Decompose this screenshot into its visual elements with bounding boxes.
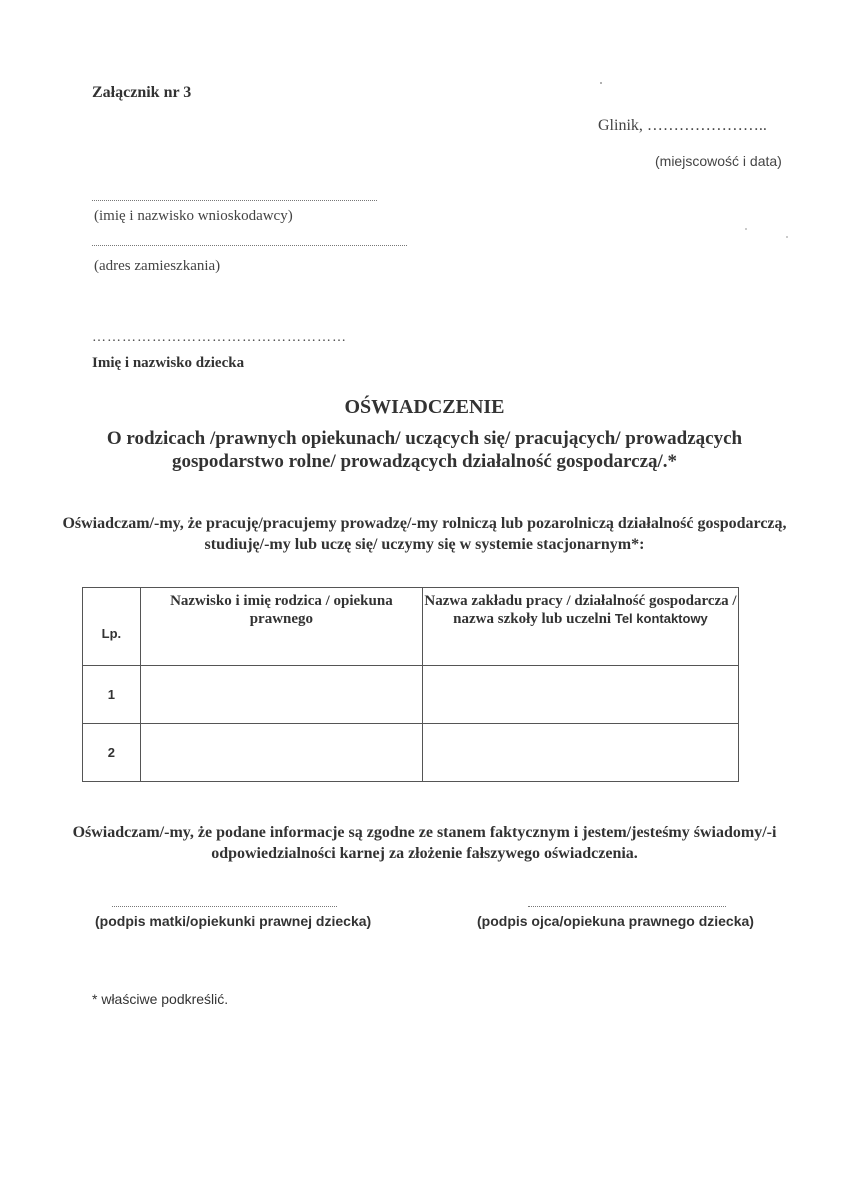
applicant-name-field[interactable] [92, 200, 377, 201]
header-lp: Lp. [83, 588, 141, 666]
scan-speck [786, 236, 788, 238]
header-workplace-line2: nazwa szkoły lub uczelni [453, 611, 612, 627]
father-signature-field[interactable] [528, 906, 726, 907]
header-parent-name: Nazwisko i imię rodzica / opiekuna prawnego [140, 588, 422, 666]
header-workplace [422, 588, 738, 666]
attachment-number: Załącznik nr 3 [92, 84, 192, 101]
employment-declaration: Oświadczam/-my, że pracuję/pracujemy prowadzę/-my rolniczą lub pozarolniczą działalność gospodarczą, studiuję/-my lub uczę się/ uczymy się w systemie stacjonarnym*: [62, 515, 787, 553]
scan-speck [745, 228, 747, 230]
applicant-name-label: (imię i nazwisko wnioskodawcy) [94, 208, 293, 224]
parent-name-cell[interactable] [140, 666, 422, 724]
row-number: 2 [83, 724, 141, 782]
header-workplace-line1: Nazwa zakładu pracy / działalność gospodarcza / [424, 593, 737, 609]
address-field[interactable] [92, 245, 407, 246]
truthfulness-declaration: Oświadczam/-my, że podane informacje są zgodne ze stanem faktycznym i jestem/jesteśmy świadomy/-i odpowiedzialności karnej za złożenie fałszywego oświadczenia. [72, 824, 777, 862]
workplace-cell[interactable] [422, 666, 738, 724]
parent-name-cell[interactable] [140, 724, 422, 782]
document-subtitle: O rodzicach /prawnych opiekunach/ uczących się/ pracujących/ prowadzących gospodarstwo rolne/ prowadzących działalność gospodarczą/.* [106, 428, 743, 472]
address-label: (adres zamieszkania) [94, 258, 221, 274]
workplace-cell[interactable] [422, 724, 738, 782]
mother-signature-field[interactable] [112, 906, 337, 907]
child-name-label: Imię i nazwisko dziecka [92, 355, 245, 371]
child-name-field[interactable]: …………………………………………… [92, 330, 347, 345]
place-date-label: (miejscowość i data) [655, 153, 782, 169]
document-title: OŚWIADCZENIE [344, 396, 505, 418]
table-header-row [83, 588, 739, 666]
table-row [83, 724, 739, 782]
parents-table [82, 587, 739, 782]
place-date-field[interactable]: Glinik, ………………….. [598, 117, 767, 134]
table-row [83, 666, 739, 724]
father-signature-label: (podpis ojca/opiekuna prawnego dziecka) [477, 913, 754, 929]
header-phone: Tel kontaktowy [614, 611, 708, 626]
mother-signature-label: (podpis matki/opiekunki prawnej dziecka) [95, 913, 372, 929]
footnote: * właściwe podkreślić. [92, 991, 229, 1007]
scan-speck [600, 82, 602, 84]
row-number: 1 [83, 666, 141, 724]
